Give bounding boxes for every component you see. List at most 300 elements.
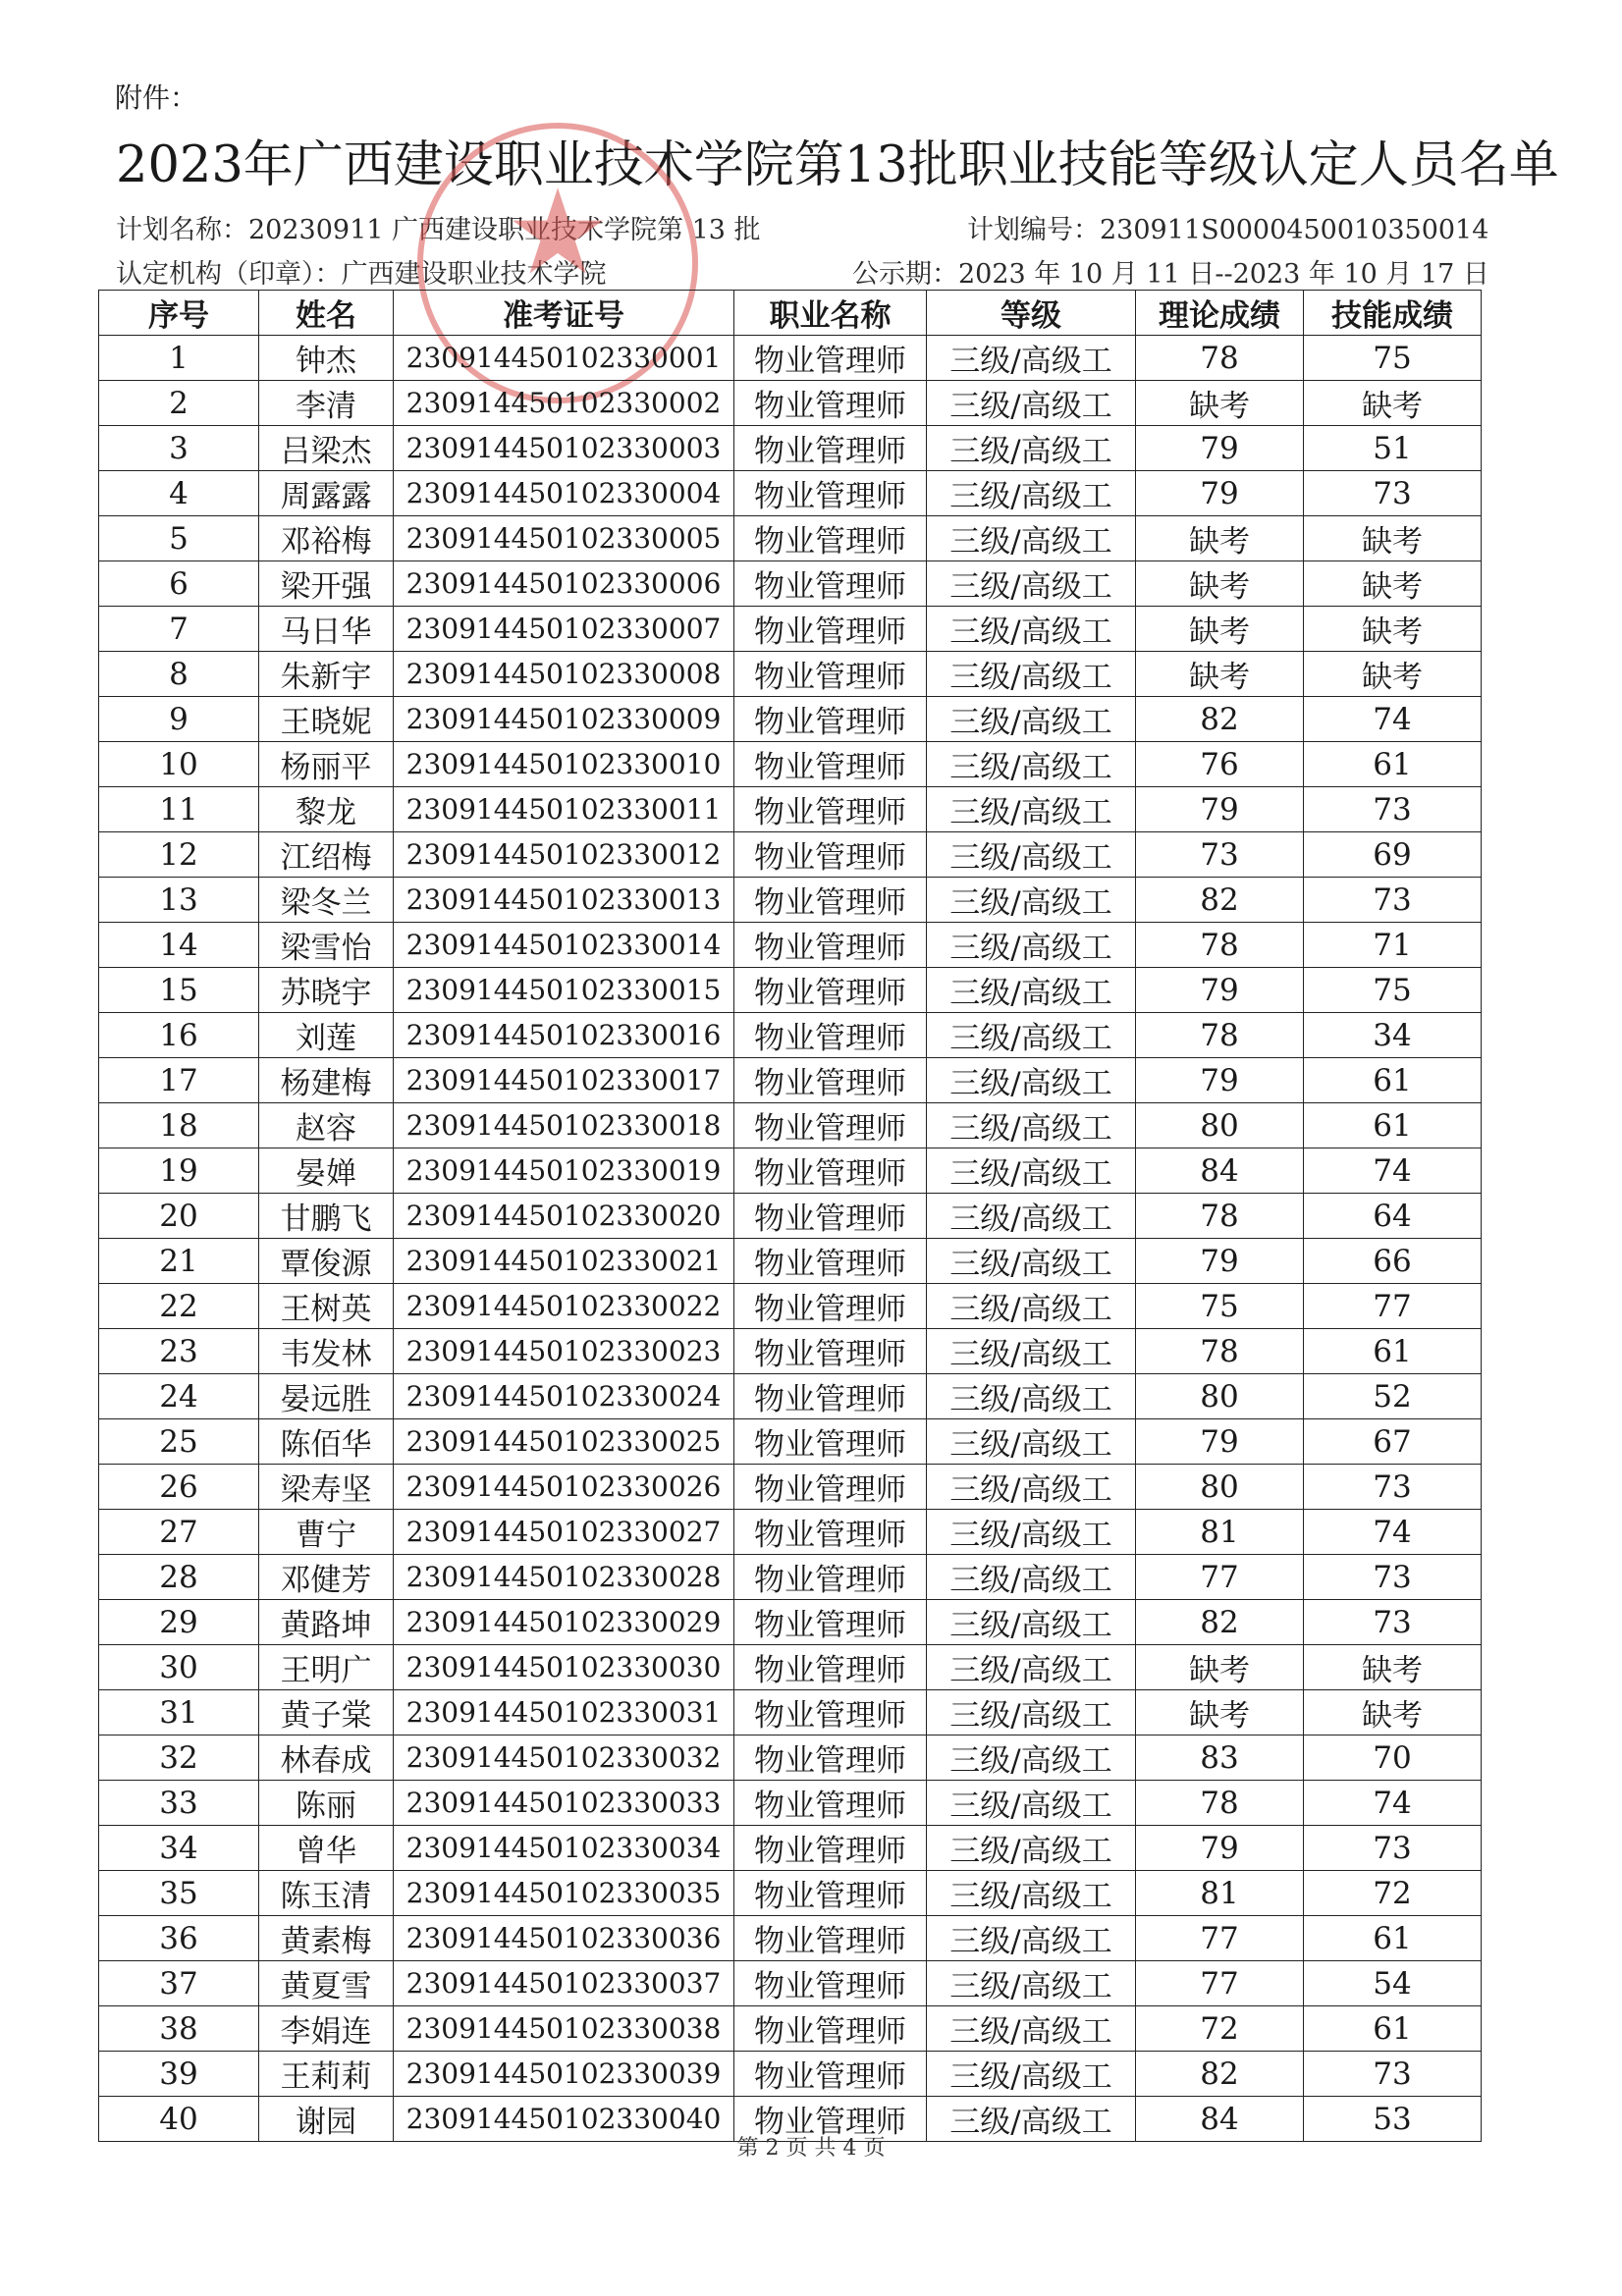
col-level-cell: 三级/高级工 bbox=[927, 1735, 1136, 1781]
col-exam-id-cell: 230914450102330024 bbox=[394, 1374, 734, 1419]
col-name-cell: 赵容 bbox=[259, 1103, 394, 1148]
col-theory-score-header: 理论成绩 bbox=[1136, 291, 1304, 336]
col-exam-id-cell: 230914450102330011 bbox=[394, 787, 734, 832]
col-index-cell: 18 bbox=[99, 1103, 259, 1148]
col-theory-score-cell: 72 bbox=[1136, 2006, 1304, 2052]
col-occupation-cell: 物业管理师 bbox=[734, 2097, 927, 2142]
col-exam-id-cell: 230914450102330020 bbox=[394, 1194, 734, 1239]
table-row bbox=[99, 1374, 1482, 1419]
col-exam-id-cell: 230914450102330003 bbox=[394, 426, 734, 471]
col-exam-id-cell: 230914450102330022 bbox=[394, 1284, 734, 1329]
col-theory-score-cell: 77 bbox=[1136, 1916, 1304, 1961]
col-index-cell: 25 bbox=[99, 1419, 259, 1465]
col-index-cell: 28 bbox=[99, 1555, 259, 1600]
col-skill-score-cell: 缺考 bbox=[1304, 1690, 1482, 1735]
col-exam-id-cell: 230914450102330032 bbox=[394, 1735, 734, 1781]
col-theory-score-cell: 80 bbox=[1136, 1465, 1304, 1510]
col-exam-id-cell: 230914450102330007 bbox=[394, 607, 734, 652]
col-skill-score-cell: 73 bbox=[1304, 878, 1482, 923]
col-occupation-cell: 物业管理师 bbox=[734, 1058, 927, 1103]
col-occupation-cell: 物业管理师 bbox=[734, 1239, 927, 1284]
col-occupation-cell: 物业管理师 bbox=[734, 697, 927, 742]
col-skill-score-cell: 51 bbox=[1304, 426, 1482, 471]
col-exam-id-cell: 230914450102330033 bbox=[394, 1781, 734, 1826]
table-row bbox=[99, 607, 1482, 652]
col-name-cell: 谢园 bbox=[259, 2097, 394, 2142]
col-exam-id-cell: 230914450102330017 bbox=[394, 1058, 734, 1103]
col-level-cell: 三级/高级工 bbox=[927, 697, 1136, 742]
col-skill-score-cell: 61 bbox=[1304, 1058, 1482, 1103]
col-theory-score-cell: 76 bbox=[1136, 742, 1304, 787]
col-theory-score-cell: 79 bbox=[1136, 968, 1304, 1013]
col-theory-score-cell: 83 bbox=[1136, 1735, 1304, 1781]
table-row bbox=[99, 1284, 1482, 1329]
col-exam-id-cell: 230914450102330028 bbox=[394, 1555, 734, 1600]
col-skill-score-cell: 66 bbox=[1304, 1239, 1482, 1284]
col-index-cell: 36 bbox=[99, 1916, 259, 1961]
col-index-header: 序号 bbox=[99, 291, 259, 336]
col-level-cell: 三级/高级工 bbox=[927, 1645, 1136, 1690]
table-row bbox=[99, 1329, 1482, 1374]
col-index-cell: 15 bbox=[99, 968, 259, 1013]
col-skill-score-cell: 61 bbox=[1304, 742, 1482, 787]
col-occupation-cell: 物业管理师 bbox=[734, 426, 927, 471]
col-occupation-cell: 物业管理师 bbox=[734, 1465, 927, 1510]
col-occupation-cell: 物业管理师 bbox=[734, 1374, 927, 1419]
col-name-cell: 林春成 bbox=[259, 1735, 394, 1781]
page-footer: 第 2 页 共 4 页 bbox=[736, 2136, 886, 2161]
col-theory-score-cell: 80 bbox=[1136, 1103, 1304, 1148]
col-occupation-cell: 物业管理师 bbox=[734, 1013, 927, 1058]
col-name-cell: 王莉莉 bbox=[259, 2052, 394, 2097]
table-row bbox=[99, 1103, 1482, 1148]
col-index-cell: 19 bbox=[99, 1148, 259, 1194]
col-occupation-cell: 物业管理师 bbox=[734, 1781, 927, 1826]
col-name-cell: 刘莲 bbox=[259, 1013, 394, 1058]
col-occupation-cell: 物业管理师 bbox=[734, 1103, 927, 1148]
col-name-cell: 朱新宇 bbox=[259, 652, 394, 697]
col-exam-id-cell: 230914450102330025 bbox=[394, 1419, 734, 1465]
col-index-cell: 1 bbox=[99, 336, 259, 381]
plan-number: 计划编号：230911S0000450010350014 bbox=[967, 215, 1489, 245]
col-skill-score-cell: 74 bbox=[1304, 1510, 1482, 1555]
col-skill-score-cell: 缺考 bbox=[1304, 381, 1482, 426]
col-level-cell: 三级/高级工 bbox=[927, 1826, 1136, 1871]
col-exam-id-cell: 230914450102330014 bbox=[394, 923, 734, 968]
col-skill-score-cell: 61 bbox=[1304, 1916, 1482, 1961]
table-row bbox=[99, 1735, 1482, 1781]
col-name-cell: 黄素梅 bbox=[259, 1916, 394, 1961]
table-row bbox=[99, 471, 1482, 516]
table-row bbox=[99, 381, 1482, 426]
col-level-cell: 三级/高级工 bbox=[927, 2052, 1136, 2097]
col-name-cell: 黄子棠 bbox=[259, 1690, 394, 1735]
col-name-cell: 梁冬兰 bbox=[259, 878, 394, 923]
col-exam-id-cell: 230914450102330010 bbox=[394, 742, 734, 787]
col-theory-score-cell: 81 bbox=[1136, 1871, 1304, 1916]
col-exam-id-cell: 230914450102330008 bbox=[394, 652, 734, 697]
col-theory-score-cell: 缺考 bbox=[1136, 607, 1304, 652]
col-exam-id-cell: 230914450102330038 bbox=[394, 2006, 734, 2052]
col-level-cell: 三级/高级工 bbox=[927, 923, 1136, 968]
col-level-cell: 三级/高级工 bbox=[927, 1781, 1136, 1826]
col-occupation-cell: 物业管理师 bbox=[734, 787, 927, 832]
col-level-cell: 三级/高级工 bbox=[927, 336, 1136, 381]
col-skill-score-cell: 70 bbox=[1304, 1735, 1482, 1781]
table-row bbox=[99, 1826, 1482, 1871]
col-theory-score-cell: 78 bbox=[1136, 1013, 1304, 1058]
col-exam-id-cell: 230914450102330023 bbox=[394, 1329, 734, 1374]
col-skill-score-cell: 73 bbox=[1304, 1826, 1482, 1871]
col-exam-id-cell: 230914450102330030 bbox=[394, 1645, 734, 1690]
col-level-cell: 三级/高级工 bbox=[927, 652, 1136, 697]
col-occupation-cell: 物业管理师 bbox=[734, 968, 927, 1013]
table-row bbox=[99, 1419, 1482, 1465]
col-exam-id-cell: 230914450102330002 bbox=[394, 381, 734, 426]
col-occupation-cell: 物业管理师 bbox=[734, 1871, 927, 1916]
col-level-cell: 三级/高级工 bbox=[927, 1419, 1136, 1465]
col-index-cell: 14 bbox=[99, 923, 259, 968]
col-occupation-cell: 物业管理师 bbox=[734, 1329, 927, 1374]
col-skill-score-cell: 71 bbox=[1304, 923, 1482, 968]
col-exam-id-cell: 230914450102330019 bbox=[394, 1148, 734, 1194]
table-row bbox=[99, 1465, 1482, 1510]
col-level-cell: 三级/高级工 bbox=[927, 426, 1136, 471]
col-index-cell: 2 bbox=[99, 381, 259, 426]
col-index-cell: 33 bbox=[99, 1781, 259, 1826]
table-row bbox=[99, 1690, 1482, 1735]
table-row bbox=[99, 336, 1482, 381]
col-skill-score-cell: 73 bbox=[1304, 471, 1482, 516]
col-index-cell: 27 bbox=[99, 1510, 259, 1555]
col-index-cell: 35 bbox=[99, 1871, 259, 1916]
col-occupation-cell: 物业管理师 bbox=[734, 381, 927, 426]
col-exam-id-cell: 230914450102330005 bbox=[394, 516, 734, 561]
col-level-cell: 三级/高级工 bbox=[927, 1103, 1136, 1148]
table-row bbox=[99, 652, 1482, 697]
col-exam-id-cell: 230914450102330004 bbox=[394, 471, 734, 516]
col-name-cell: 韦发林 bbox=[259, 1329, 394, 1374]
col-level-cell: 三级/高级工 bbox=[927, 787, 1136, 832]
col-index-cell: 13 bbox=[99, 878, 259, 923]
col-theory-score-cell: 79 bbox=[1136, 787, 1304, 832]
col-skill-score-cell: 34 bbox=[1304, 1013, 1482, 1058]
col-name-cell: 黄路坤 bbox=[259, 1600, 394, 1645]
col-index-cell: 3 bbox=[99, 426, 259, 471]
col-theory-score-cell: 81 bbox=[1136, 1510, 1304, 1555]
table-row bbox=[99, 426, 1482, 471]
col-theory-score-cell: 80 bbox=[1136, 1374, 1304, 1419]
col-name-cell: 杨建梅 bbox=[259, 1058, 394, 1103]
col-index-cell: 37 bbox=[99, 1961, 259, 2006]
plan-name: 计划名称：20230911 广西建设职业技术学院第 13 批 bbox=[116, 215, 761, 245]
col-name-cell: 苏晓宇 bbox=[259, 968, 394, 1013]
col-exam-id-cell: 230914450102330009 bbox=[394, 697, 734, 742]
col-theory-score-cell: 78 bbox=[1136, 1329, 1304, 1374]
col-index-cell: 23 bbox=[99, 1329, 259, 1374]
col-theory-score-cell: 79 bbox=[1136, 471, 1304, 516]
col-name-cell: 陈玉清 bbox=[259, 1871, 394, 1916]
col-name-cell: 陈佰华 bbox=[259, 1419, 394, 1465]
col-index-cell: 34 bbox=[99, 1826, 259, 1871]
col-skill-score-cell: 73 bbox=[1304, 1600, 1482, 1645]
col-skill-score-cell: 77 bbox=[1304, 1284, 1482, 1329]
col-skill-score-cell: 64 bbox=[1304, 1194, 1482, 1239]
col-level-cell: 三级/高级工 bbox=[927, 1690, 1136, 1735]
col-theory-score-cell: 82 bbox=[1136, 1600, 1304, 1645]
seal-star: ★ bbox=[505, 165, 611, 301]
col-theory-score-cell: 73 bbox=[1136, 832, 1304, 878]
col-skill-score-cell: 73 bbox=[1304, 787, 1482, 832]
col-name-cell: 晏远胜 bbox=[259, 1374, 394, 1419]
col-level-cell: 三级/高级工 bbox=[927, 1194, 1136, 1239]
table-row bbox=[99, 697, 1482, 742]
col-level-cell: 三级/高级工 bbox=[927, 1329, 1136, 1374]
col-level-cell: 三级/高级工 bbox=[927, 561, 1136, 607]
col-name-cell: 曹宁 bbox=[259, 1510, 394, 1555]
col-exam-id-cell: 230914450102330006 bbox=[394, 561, 734, 607]
col-name-cell: 覃俊源 bbox=[259, 1239, 394, 1284]
col-name-cell: 邓裕梅 bbox=[259, 516, 394, 561]
col-name-cell: 曾华 bbox=[259, 1826, 394, 1871]
col-name-cell: 王树英 bbox=[259, 1284, 394, 1329]
col-name-cell: 王明广 bbox=[259, 1645, 394, 1690]
col-index-cell: 40 bbox=[99, 2097, 259, 2142]
col-occupation-cell: 物业管理师 bbox=[734, 742, 927, 787]
col-theory-score-cell: 78 bbox=[1136, 1194, 1304, 1239]
col-exam-id-cell: 230914450102330029 bbox=[394, 1600, 734, 1645]
table-row bbox=[99, 1194, 1482, 1239]
col-occupation-cell: 物业管理师 bbox=[734, 1961, 927, 2006]
col-exam-id-cell: 230914450102330013 bbox=[394, 878, 734, 923]
col-theory-score-cell: 82 bbox=[1136, 697, 1304, 742]
col-theory-score-cell: 78 bbox=[1136, 1781, 1304, 1826]
table-row bbox=[99, 1916, 1482, 1961]
col-index-cell: 6 bbox=[99, 561, 259, 607]
certifying-org: 认定机构（印章）：广西建设职业技术学院 bbox=[116, 259, 607, 290]
col-occupation-cell: 物业管理师 bbox=[734, 1194, 927, 1239]
col-theory-score-cell: 79 bbox=[1136, 1239, 1304, 1284]
col-occupation-cell: 物业管理师 bbox=[734, 1690, 927, 1735]
col-index-cell: 20 bbox=[99, 1194, 259, 1239]
col-skill-score-cell: 75 bbox=[1304, 968, 1482, 1013]
col-skill-score-cell: 缺考 bbox=[1304, 1645, 1482, 1690]
col-index-cell: 24 bbox=[99, 1374, 259, 1419]
col-occupation-cell: 物业管理师 bbox=[734, 1826, 927, 1871]
col-occupation-cell: 物业管理师 bbox=[734, 607, 927, 652]
col-exam-id-cell: 230914450102330021 bbox=[394, 1239, 734, 1284]
col-occupation-cell: 物业管理师 bbox=[734, 1735, 927, 1781]
col-occupation-cell: 物业管理师 bbox=[734, 832, 927, 878]
col-occupation-cell: 物业管理师 bbox=[734, 471, 927, 516]
table-row bbox=[99, 878, 1482, 923]
col-level-cell: 三级/高级工 bbox=[927, 1916, 1136, 1961]
table-row bbox=[99, 561, 1482, 607]
col-name-cell: 李娟连 bbox=[259, 2006, 394, 2052]
col-level-cell: 三级/高级工 bbox=[927, 1961, 1136, 2006]
col-name-cell: 黄夏雪 bbox=[259, 1961, 394, 2006]
col-exam-id-cell: 230914450102330015 bbox=[394, 968, 734, 1013]
col-skill-score-cell: 73 bbox=[1304, 1555, 1482, 1600]
col-exam-id-cell: 230914450102330018 bbox=[394, 1103, 734, 1148]
col-name-cell: 杨丽平 bbox=[259, 742, 394, 787]
col-exam-id-cell: 230914450102330016 bbox=[394, 1013, 734, 1058]
col-skill-score-cell: 缺考 bbox=[1304, 607, 1482, 652]
col-theory-score-cell: 缺考 bbox=[1136, 1645, 1304, 1690]
col-level-cell: 三级/高级工 bbox=[927, 1284, 1136, 1329]
col-occupation-cell: 物业管理师 bbox=[734, 1600, 927, 1645]
col-theory-score-cell: 78 bbox=[1136, 923, 1304, 968]
col-occupation-cell: 物业管理师 bbox=[734, 1555, 927, 1600]
col-theory-score-cell: 79 bbox=[1136, 1058, 1304, 1103]
table-row bbox=[99, 516, 1482, 561]
col-level-cell: 三级/高级工 bbox=[927, 832, 1136, 878]
col-index-cell: 38 bbox=[99, 2006, 259, 2052]
col-exam-id-cell: 230914450102330027 bbox=[394, 1510, 734, 1555]
col-skill-score-cell: 53 bbox=[1304, 2097, 1482, 2142]
col-index-cell: 30 bbox=[99, 1645, 259, 1690]
col-theory-score-cell: 79 bbox=[1136, 1419, 1304, 1465]
col-theory-score-cell: 82 bbox=[1136, 878, 1304, 923]
col-exam-id-cell: 230914450102330031 bbox=[394, 1690, 734, 1735]
col-occupation-cell: 物业管理师 bbox=[734, 923, 927, 968]
col-index-cell: 17 bbox=[99, 1058, 259, 1103]
table-row bbox=[99, 1645, 1482, 1690]
col-theory-score-cell: 77 bbox=[1136, 1555, 1304, 1600]
col-theory-score-cell: 84 bbox=[1136, 2097, 1304, 2142]
col-name-cell: 梁雪怡 bbox=[259, 923, 394, 968]
col-skill-score-cell: 73 bbox=[1304, 2052, 1482, 2097]
col-occupation-cell: 物业管理师 bbox=[734, 1284, 927, 1329]
table-row bbox=[99, 1013, 1482, 1058]
col-name-cell: 王晓妮 bbox=[259, 697, 394, 742]
col-exam-id-cell: 230914450102330039 bbox=[394, 2052, 734, 2097]
col-index-cell: 29 bbox=[99, 1600, 259, 1645]
col-index-cell: 22 bbox=[99, 1284, 259, 1329]
col-name-cell: 周露露 bbox=[259, 471, 394, 516]
col-name-header: 姓名 bbox=[259, 291, 394, 336]
table-row bbox=[99, 832, 1482, 878]
col-index-cell: 7 bbox=[99, 607, 259, 652]
col-exam-id-cell: 230914450102330026 bbox=[394, 1465, 734, 1510]
col-name-cell: 吕梁杰 bbox=[259, 426, 394, 471]
col-skill-score-cell: 61 bbox=[1304, 1329, 1482, 1374]
col-level-cell: 三级/高级工 bbox=[927, 1058, 1136, 1103]
col-theory-score-cell: 缺考 bbox=[1136, 652, 1304, 697]
col-skill-score-cell: 61 bbox=[1304, 2006, 1482, 2052]
col-level-cell: 三级/高级工 bbox=[927, 1600, 1136, 1645]
col-exam-id-cell: 230914450102330001 bbox=[394, 336, 734, 381]
col-index-cell: 8 bbox=[99, 652, 259, 697]
col-exam-id-cell: 230914450102330037 bbox=[394, 1961, 734, 2006]
table-row bbox=[99, 2052, 1482, 2097]
col-skill-score-cell: 缺考 bbox=[1304, 516, 1482, 561]
col-name-cell: 李清 bbox=[259, 381, 394, 426]
col-name-cell: 梁寿坚 bbox=[259, 1465, 394, 1510]
col-level-cell: 三级/高级工 bbox=[927, 1871, 1136, 1916]
col-skill-score-cell: 74 bbox=[1304, 697, 1482, 742]
col-index-cell: 39 bbox=[99, 2052, 259, 2097]
col-skill-score-cell: 74 bbox=[1304, 1148, 1482, 1194]
col-name-cell: 黎龙 bbox=[259, 787, 394, 832]
col-skill-score-cell: 69 bbox=[1304, 832, 1482, 878]
col-index-cell: 9 bbox=[99, 697, 259, 742]
col-level-cell: 三级/高级工 bbox=[927, 878, 1136, 923]
attachment-label: 附件： bbox=[115, 81, 198, 114]
table-row bbox=[99, 1555, 1482, 1600]
table-row bbox=[99, 1600, 1482, 1645]
col-index-cell: 32 bbox=[99, 1735, 259, 1781]
col-level-cell: 三级/高级工 bbox=[927, 1239, 1136, 1284]
table-row bbox=[99, 742, 1482, 787]
col-occupation-cell: 物业管理师 bbox=[734, 1419, 927, 1465]
table-row bbox=[99, 923, 1482, 968]
col-level-cell: 三级/高级工 bbox=[927, 968, 1136, 1013]
col-occupation-cell: 物业管理师 bbox=[734, 2052, 927, 2097]
col-level-cell: 三级/高级工 bbox=[927, 2097, 1136, 2142]
col-index-cell: 31 bbox=[99, 1690, 259, 1735]
col-skill-score-cell: 73 bbox=[1304, 1465, 1482, 1510]
col-level-header: 等级 bbox=[927, 291, 1136, 336]
col-theory-score-cell: 缺考 bbox=[1136, 381, 1304, 426]
col-level-cell: 三级/高级工 bbox=[927, 471, 1136, 516]
table-row bbox=[99, 1239, 1482, 1284]
table-row bbox=[99, 1961, 1482, 2006]
col-theory-score-cell: 缺考 bbox=[1136, 1690, 1304, 1735]
col-level-cell: 三级/高级工 bbox=[927, 2006, 1136, 2052]
col-index-cell: 21 bbox=[99, 1239, 259, 1284]
col-name-cell: 马日华 bbox=[259, 607, 394, 652]
col-name-cell: 梁开强 bbox=[259, 561, 394, 607]
col-index-cell: 10 bbox=[99, 742, 259, 787]
table-row bbox=[99, 1148, 1482, 1194]
col-level-cell: 三级/高级工 bbox=[927, 742, 1136, 787]
col-occupation-cell: 物业管理师 bbox=[734, 1916, 927, 1961]
col-name-cell: 甘鹏飞 bbox=[259, 1194, 394, 1239]
col-level-cell: 三级/高级工 bbox=[927, 381, 1136, 426]
col-level-cell: 三级/高级工 bbox=[927, 1148, 1136, 1194]
col-level-cell: 三级/高级工 bbox=[927, 1013, 1136, 1058]
col-exam-id-cell: 230914450102330012 bbox=[394, 832, 734, 878]
col-index-cell: 12 bbox=[99, 832, 259, 878]
col-index-cell: 16 bbox=[99, 1013, 259, 1058]
col-occupation-cell: 物业管理师 bbox=[734, 1510, 927, 1555]
col-exam-id-cell: 230914450102330036 bbox=[394, 1916, 734, 1961]
col-exam-id-cell: 230914450102330034 bbox=[394, 1826, 734, 1871]
col-name-cell: 邓健芳 bbox=[259, 1555, 394, 1600]
col-occupation-cell: 物业管理师 bbox=[734, 1148, 927, 1194]
col-theory-score-cell: 缺考 bbox=[1136, 561, 1304, 607]
col-occupation-cell: 物业管理师 bbox=[734, 2006, 927, 2052]
col-theory-score-cell: 75 bbox=[1136, 1284, 1304, 1329]
col-level-cell: 三级/高级工 bbox=[927, 1374, 1136, 1419]
col-theory-score-cell: 79 bbox=[1136, 1826, 1304, 1871]
col-skill-score-cell: 67 bbox=[1304, 1419, 1482, 1465]
col-exam-id-cell: 230914450102330035 bbox=[394, 1871, 734, 1916]
col-occupation-cell: 物业管理师 bbox=[734, 516, 927, 561]
col-occupation-cell: 物业管理师 bbox=[734, 561, 927, 607]
col-level-cell: 三级/高级工 bbox=[927, 607, 1136, 652]
table-row bbox=[99, 1781, 1482, 1826]
col-occupation-cell: 物业管理师 bbox=[734, 336, 927, 381]
col-level-cell: 三级/高级工 bbox=[927, 1465, 1136, 1510]
col-name-cell: 晏婵 bbox=[259, 1148, 394, 1194]
table-header-row bbox=[99, 291, 1482, 336]
col-occupation-cell: 物业管理师 bbox=[734, 878, 927, 923]
col-skill-score-cell: 缺考 bbox=[1304, 652, 1482, 697]
col-theory-score-cell: 77 bbox=[1136, 1961, 1304, 2006]
table-row bbox=[99, 1871, 1482, 1916]
